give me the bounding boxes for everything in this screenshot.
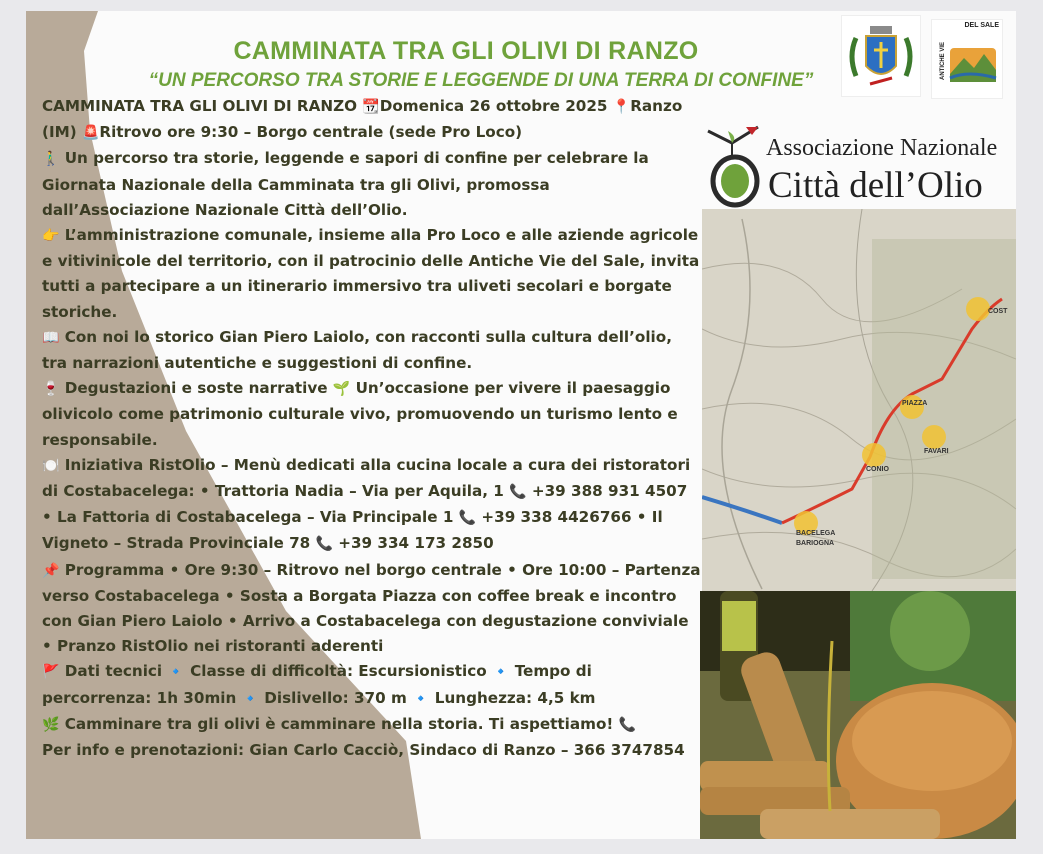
length-text: Lunghezza: 4,5 km (429, 688, 596, 707)
diamond-icon: 🔹 (241, 690, 260, 707)
walker-icon: 🚶‍♂️ (42, 151, 60, 168)
route-map-image (702, 209, 1016, 591)
vie-del-sale-logo (931, 19, 1003, 99)
map-label-favari: FAVARI (924, 448, 949, 455)
technical-data-label: Dati tecnici (59, 662, 168, 681)
contact-text: Per info e prenotazioni: Gian Carlo Cacciò, Sindaco di Ranzo – 366 3747854 (42, 741, 685, 760)
intro-date-text: Domenica 26 ottobre 2025 (379, 97, 613, 115)
pointing-hand-icon: 👉 (42, 228, 60, 245)
administration-text: L’amministrazione comunale, insieme alla Pro Loco e alle aziende agricole e vitivinicole del territorio, con il patrocinio delle Antiche Vie del Sale, invita tutti a partecipare a un itinerario immersivo tra uliveti secolari e borgate storiche. (42, 226, 700, 321)
ristolio-text-4: +39 334 173 2850 (332, 534, 494, 553)
vie-del-sale-label: DEL SALE (964, 22, 999, 29)
map-label-bacelega: BACELEGA (796, 530, 836, 537)
program-text: Programma • Ore 9:30 – Ritrovo nel borgo centrale • Ore 10:00 – Partenza verso Costabacelega • Sosta a Borgata Piazza con coffee break e incontro con Gian Piero Laiolo • Arrivo a Costabacelega con degustazione conviviale • Pranzo RistOlio nei ristoranti aderenti (42, 560, 701, 656)
phone-icon: 📞 (618, 716, 637, 733)
crest-icon (842, 16, 920, 96)
association-name-line2: Città dell’Olio (768, 165, 983, 206)
leaf-icon: 🌿 (42, 716, 60, 733)
ristolio-text-1: Iniziativa RistOlio – Menù dedicati alla cucina locale a cura dei ristoratori di Costabacelega: • Trattoria Nadia – Via per Aquila, 1 (42, 455, 691, 501)
route-map-drawing (702, 209, 1016, 591)
program-paragraph (42, 558, 702, 660)
description-text: Un percorso tra storie, leggende e sapori di confine per celebrare la Giornata Nazionale della Camminata tra gli Olivi, promossa dall’Associazione Nazionale Città dell’Olio. (42, 149, 649, 219)
intro-place-text: Ranzo (IM) (42, 97, 683, 142)
diamond-icon: 🔹 (167, 664, 185, 681)
event-intro-paragraph (42, 94, 702, 146)
wine-glass-icon: 🍷 (42, 381, 60, 398)
event-title: CAMMINATA TRA GLI OLIVI DI RANZO (233, 37, 699, 65)
duration-text: Tempo di percorrenza: 1h 30min (42, 662, 592, 707)
map-label-conio: CONIO (866, 466, 889, 473)
event-description (42, 94, 702, 763)
difficulty-text: Classe di difficoltà: Escursionistico (184, 662, 492, 681)
ristolio-paragraph (42, 453, 702, 558)
event-subtitle: “UN PERCORSO TRA STORIE E LEGGENDE DI UNA TERRA DI CONFINE” (148, 70, 814, 91)
phone-icon: 📞 (509, 484, 527, 501)
tasting-paragraph (42, 376, 702, 453)
administration-paragraph (42, 223, 702, 325)
pushpin-icon: 📌 (42, 562, 60, 579)
contact-paragraph (42, 738, 702, 763)
historian-paragraph (42, 325, 702, 376)
map-label-bariogna: BARIOGNA (796, 540, 835, 547)
ristolio-text-3: +39 338 4426766 • Il Vigneto – Strada Provinciale 78 (42, 508, 663, 553)
book-icon: 📖 (42, 329, 60, 346)
phone-icon: 📞 (458, 510, 477, 527)
vie-del-sale-side-label: ANTICHE VIE (940, 41, 947, 81)
intro-meeting-text: Ritrovo ore 9:30 – Borgo centrale (sede Pro Loco) (99, 123, 523, 142)
diamond-icon: 🔹 (491, 664, 510, 681)
technical-data-paragraph (42, 659, 702, 711)
intro-title-text: CAMMINATA TRA GLI OLIVI DI RANZO (42, 97, 363, 115)
flag-icon: 🚩 (42, 664, 60, 681)
phone-icon: 📞 (315, 536, 333, 553)
ranzo-crest-logo (841, 15, 921, 97)
description-paragraph (42, 146, 702, 223)
ristolio-text-2: +39 388 931 4507 • La Fattoria di Costabacelega – Via Principale 1 (42, 482, 688, 527)
association-name-line1: Associazione Nazionale (766, 135, 998, 161)
elevation-text: Dislivello: 370 m (259, 688, 413, 707)
closing-paragraph (42, 712, 702, 738)
diamond-icon: 🔹 (412, 690, 430, 707)
poster-card (26, 11, 1016, 839)
menu-icon: 🍽️ (42, 457, 60, 474)
siren-icon: 🚨 (81, 125, 100, 142)
calendar-icon: 📆 (362, 99, 380, 115)
olive-logo-icon (702, 123, 768, 209)
closing-text: Camminare tra gli olivi è camminare nella storia. Ti aspettiamo! (59, 714, 619, 733)
occasion-text: Un’occasione per vivere il paesaggio olivicolo come patrimonio culturale vivo, promuovendo un turismo lento e responsabile. (42, 379, 678, 449)
historian-text: Con noi lo storico Gian Piero Laiolo, con racconti sulla cultura dell’olio, tra narrazioni autentiche e suggestioni di confine. (42, 327, 672, 373)
location-pin-icon: 📍 (612, 99, 631, 115)
mountain-logo-icon (948, 44, 998, 84)
map-label-cost: COST (988, 308, 1008, 315)
bread-and-oil-photo (700, 591, 1016, 839)
tasting-text: Degustazioni e soste narrative (59, 379, 333, 398)
sprout-icon: 🌱 (332, 381, 351, 398)
food-illustration (700, 591, 1016, 839)
map-label-piazza: PIAZZA (902, 400, 928, 407)
